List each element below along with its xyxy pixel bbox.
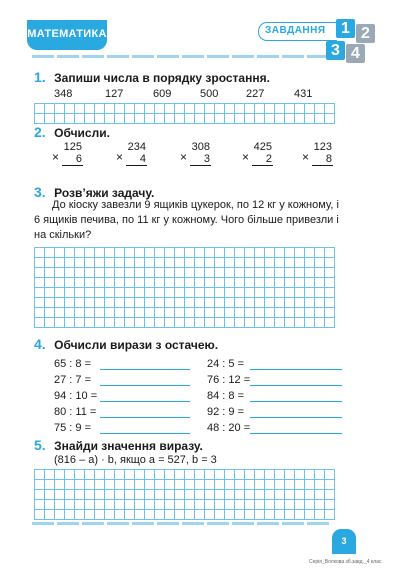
cube-2: 2 (356, 24, 375, 43)
cube-1: 1 (336, 19, 355, 38)
result-line (62, 165, 83, 166)
number-item: 500 (200, 88, 219, 100)
number-item: 127 (105, 88, 124, 100)
result-line (126, 165, 147, 166)
task1-number: 1. (34, 69, 46, 85)
expression-right: 24 : 5 = (207, 358, 245, 370)
answer-grid-task5[interactable] (34, 469, 335, 520)
answer-grid-task3[interactable] (34, 247, 335, 328)
task5-heading (34, 437, 203, 455)
number-item: 227 (246, 88, 265, 100)
column-multiplication (242, 141, 286, 171)
multiplicand: 308 (191, 141, 210, 153)
task2-heading (34, 124, 110, 142)
multiplier: 2 (265, 153, 272, 165)
expression-left: 94 : 10 = (54, 390, 98, 402)
task4-number: 4. (34, 336, 46, 352)
answer-line[interactable] (100, 401, 190, 402)
task3-text: До кіоску завезли 9 ящиків цукерок, по 12 кг у кожному, і 6 ящиків печива, по 11 кг у кожному. Чого більше привезли і на скільки? (34, 199, 339, 241)
expression-left: 80 : 11 = (54, 406, 97, 418)
page-number: 3 (341, 536, 347, 546)
multiply-sign: × (116, 150, 124, 164)
column-multiplication (116, 141, 160, 171)
expression-right: 76 : 12 = (207, 374, 251, 386)
answer-line[interactable] (100, 433, 190, 434)
cube-3: 3 (326, 41, 345, 60)
number-item: 348 (54, 88, 73, 100)
answer-line[interactable] (100, 417, 190, 418)
answer-line[interactable] (250, 417, 342, 418)
expression-right: 48 : 20 = (207, 422, 251, 434)
decorative-strip-top (32, 55, 330, 58)
answer-line[interactable] (100, 385, 190, 386)
multiplier: 6 (75, 153, 82, 165)
task4-heading (34, 336, 218, 354)
task5-number: 5. (34, 437, 46, 453)
result-line (252, 165, 273, 166)
expression-right: 92 : 9 = (207, 406, 245, 418)
answer-line[interactable] (250, 369, 342, 370)
page-number-tab (332, 529, 356, 554)
number-item: 609 (153, 88, 172, 100)
task3-title: Розв’яжи задачу. (54, 186, 155, 200)
task1-title: Запиши числа в порядку зростання. (54, 71, 270, 85)
expression-right: 84 : 8 = (207, 390, 245, 402)
cube-4: 4 (346, 44, 365, 63)
multiply-sign: × (52, 150, 60, 164)
column-multiplication (180, 141, 224, 171)
multiplicand: 425 (253, 141, 272, 153)
answer-line[interactable] (250, 433, 342, 434)
multiplicand: 234 (127, 141, 146, 153)
result-line (312, 165, 333, 166)
task2-number: 2. (34, 124, 46, 140)
multiply-sign: × (180, 150, 188, 164)
multiplier: 4 (139, 153, 146, 165)
tasks-header (258, 22, 337, 41)
task4-title: Обчисли вирази з остачею. (54, 338, 219, 352)
answer-line[interactable] (250, 385, 342, 386)
multiplier: 3 (203, 153, 210, 165)
task1-heading (34, 69, 270, 87)
subject-label: МАТЕМАТИКА (27, 28, 107, 40)
answer-grid-task1[interactable] (34, 103, 335, 124)
decorative-strip-bottom (32, 522, 330, 525)
footer-note: Серія_Волкова зб.завд._4 клас (309, 559, 382, 565)
multiplicand: 125 (63, 141, 82, 153)
task5-title: Знайди значення виразу. (54, 439, 203, 453)
multiply-sign: × (242, 150, 250, 164)
column-multiplication (302, 141, 346, 171)
tasks-label: ЗАВДАННЯ (265, 25, 326, 36)
number-item: 431 (294, 88, 313, 100)
result-line (190, 165, 211, 166)
task3-number: 3. (34, 184, 46, 200)
subject-tab (27, 20, 107, 50)
multiplicand: 123 (313, 141, 332, 153)
task2-title: Обчисли. (54, 126, 110, 140)
task5-expression: (816 – a) · b, якщо a = 527, b = 3 (54, 454, 217, 466)
multiplier: 8 (325, 153, 332, 165)
expression-left: 27 : 7 = (54, 374, 92, 386)
expression-left: 65 : 8 = (54, 358, 92, 370)
column-multiplication (52, 141, 96, 171)
multiply-sign: × (302, 150, 310, 164)
expression-left: 75 : 9 = (54, 422, 92, 434)
answer-line[interactable] (250, 401, 342, 402)
answer-line[interactable] (100, 369, 190, 370)
